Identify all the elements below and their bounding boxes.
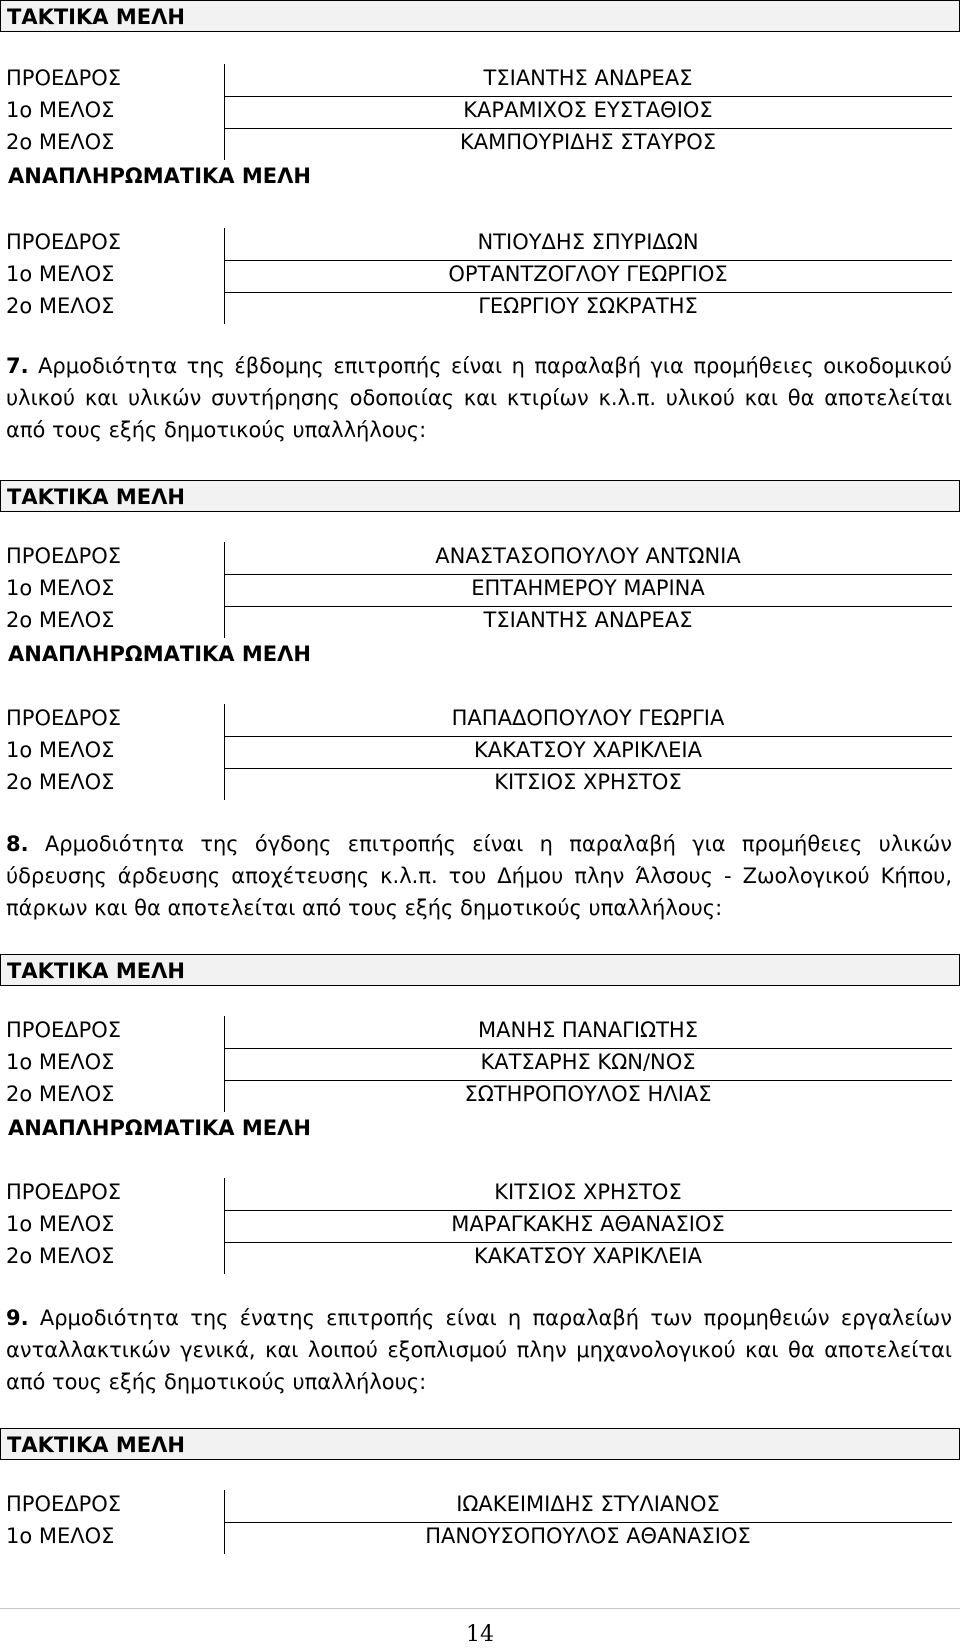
member-name: ΟΡΤΑΝΤΖΟΓΛΟΥ ΓΕΩΡΓΙΟΣ [448,262,728,286]
member-name: ΚΑΡΑΜΙΧΟΣ ΕΥΣΤΑΘΙΟΣ [463,98,713,122]
member-name: ΤΣΙΑΝΤΗΣ ΑΝΔΡΕΑΣ [483,608,693,632]
role-label: 1ο ΜΕΛΟΣ [6,98,115,122]
member-name: ΚΑΜΠΟΥΡΙΔΗΣ ΣΤΑΥΡΟΣ [459,130,717,154]
member-row [0,228,960,260]
section-7-paragraph [6,350,952,446]
member-row [0,1178,960,1210]
section-8-paragraph [6,828,952,924]
member-row [0,64,960,96]
role-label: 1ο ΜΕΛΟΣ [6,1524,115,1548]
member-row [0,128,960,160]
member-row [0,1080,960,1112]
role-label: 1ο ΜΕΛΟΣ [6,262,115,286]
member-row [0,606,960,638]
member-row [0,1016,960,1048]
alternate-members-heading: ΑΝΑΠΛΗΡΩΜΑΤΙΚΑ ΜΕΛΗ [8,642,311,666]
member-name: ΑΝΑΣΤΑΣΟΠΟΥΛΟΥ ΑΝΤΩΝΙΑ [435,544,741,568]
member-name: ΜΑΝΗΣ ΠΑΝΑΓΙΩΤΗΣ [478,1018,698,1042]
footer-divider [0,1608,960,1609]
role-label: 2ο ΜΕΛΟΣ [6,130,115,154]
role-label: ΠΡΟΕΔΡΟΣ [6,544,122,568]
role-label: 2ο ΜΕΛΟΣ [6,1244,115,1268]
role-label: ΠΡΟΕΔΡΟΣ [6,1180,122,1204]
role-label: 2ο ΜΕΛΟΣ [6,608,115,632]
member-name: ΚΑΚΑΤΣΟΥ ΧΑΡΙΚΛΕΙΑ [474,1244,702,1268]
section-text: Αρμοδιότητα της έβδομης επιτροπής είναι η παραλαβή για προμήθειες οικοδομικού υλικού και υλικών συντήρησης οδοποιίας και κτιρίων κ.λ.π. υλικού και θα αποτελείται από τους εξής δημοτικούς υπαλλήλους: [6,354,952,442]
role-label: 2ο ΜΕΛΟΣ [6,770,115,794]
role-label: ΠΡΟΕΔΡΟΣ [6,230,122,254]
regular-members-heading: ΤΑΚΤΙΚΑ ΜΕΛΗ [0,1428,960,1460]
regular-members-heading: ΤΑΚΤΙΚΑ ΜΕΛΗ [0,0,960,32]
page-number: 14 [466,1622,494,1647]
member-row [0,96,960,128]
section-number: 8. [6,832,29,856]
member-row [0,1210,960,1242]
member-row [0,574,960,606]
role-label: 2ο ΜΕΛΟΣ [6,294,115,318]
role-label: ΠΡΟΕΔΡΟΣ [6,706,122,730]
section-number: 9. [6,1306,29,1330]
section-text: Αρμοδιότητα της όγδοης επιτροπής είναι η παραλαβή για προμήθειες υλικών ύδρευσης άρδευσης αποχέτευσης κ.λ.π. του Δήμου πλην Άλσους - Ζωολογικού Κήπου, πάρκων και θα αποτελείται από τους εξής δημοτικούς υπαλλήλους: [6,832,952,920]
member-name: ΕΠΤΑΗΜΕΡΟΥ ΜΑΡΙΝΑ [471,576,705,600]
member-name: ΚΙΤΣΙΟΣ ΧΡΗΣΤΟΣ [494,770,682,794]
member-name: ΚΑΤΣΑΡΗΣ ΚΩΝ/ΝΟΣ [480,1050,696,1074]
role-label: 1ο ΜΕΛΟΣ [6,1050,115,1074]
member-row [0,260,960,292]
section-text: Αρμοδιότητα της ένατης επιτροπής είναι η παραλαβή των προμηθειών εργαλείων ανταλλακτικών γενικά, και λοιπού εξοπλισμού πλην μηχανολογικού και θα αποτελείται από τους εξής δημοτικούς υπαλλήλους: [6,1306,952,1394]
role-label: 2ο ΜΕΛΟΣ [6,1082,115,1106]
role-label: 1ο ΜΕΛΟΣ [6,1212,115,1236]
member-row [0,768,960,800]
section-number: 7. [6,354,29,378]
member-row [0,1048,960,1080]
section-9-paragraph [6,1302,952,1398]
member-row [0,1522,960,1554]
role-label: 1ο ΜΕΛΟΣ [6,576,115,600]
member-name: ΤΣΙΑΝΤΗΣ ΑΝΔΡΕΑΣ [483,66,693,90]
alternate-members-heading: ΑΝΑΠΛΗΡΩΜΑΤΙΚΑ ΜΕΛΗ [8,1116,311,1140]
regular-members-heading: ΤΑΚΤΙΚΑ ΜΕΛΗ [0,480,960,512]
role-label: ΠΡΟΕΔΡΟΣ [6,1018,122,1042]
member-name: ΣΩΤΗΡΟΠΟΥΛΟΣ ΗΛΙΑΣ [464,1082,712,1106]
member-row [0,1490,960,1522]
member-name: ΠΑΠΑΔΟΠΟΥΛΟΥ ΓΕΩΡΓΙΑ [451,706,725,730]
member-row [0,1242,960,1274]
role-label: 1ο ΜΕΛΟΣ [6,738,115,762]
member-name: ΜΑΡΑΓΚΑΚΗΣ ΑΘΑΝΑΣΙΟΣ [451,1212,725,1236]
member-name: ΙΩΑΚΕΙΜΙΔΗΣ ΣΤΥΛΙΑΝΟΣ [456,1492,720,1516]
member-row [0,704,960,736]
member-row [0,542,960,574]
member-name: ΚΑΚΑΤΣΟΥ ΧΑΡΙΚΛΕΙΑ [474,738,702,762]
member-row [0,292,960,324]
member-row [0,736,960,768]
role-label: ΠΡΟΕΔΡΟΣ [6,66,122,90]
member-name: ΚΙΤΣΙΟΣ ΧΡΗΣΤΟΣ [494,1180,682,1204]
member-name: ΓΕΩΡΓΙΟΥ ΣΩΚΡΑΤΗΣ [478,294,698,318]
role-label: ΠΡΟΕΔΡΟΣ [6,1492,122,1516]
regular-members-heading: ΤΑΚΤΙΚΑ ΜΕΛΗ [0,954,960,986]
member-name: ΝΤΙΟΥΔΗΣ ΣΠΥΡΙΔΩΝ [477,230,699,254]
member-name: ΠΑΝΟΥΣΟΠΟΥΛΟΣ ΑΘΑΝΑΣΙΟΣ [425,1524,751,1548]
alternate-members-heading: ΑΝΑΠΛΗΡΩΜΑΤΙΚΑ ΜΕΛΗ [8,164,311,188]
